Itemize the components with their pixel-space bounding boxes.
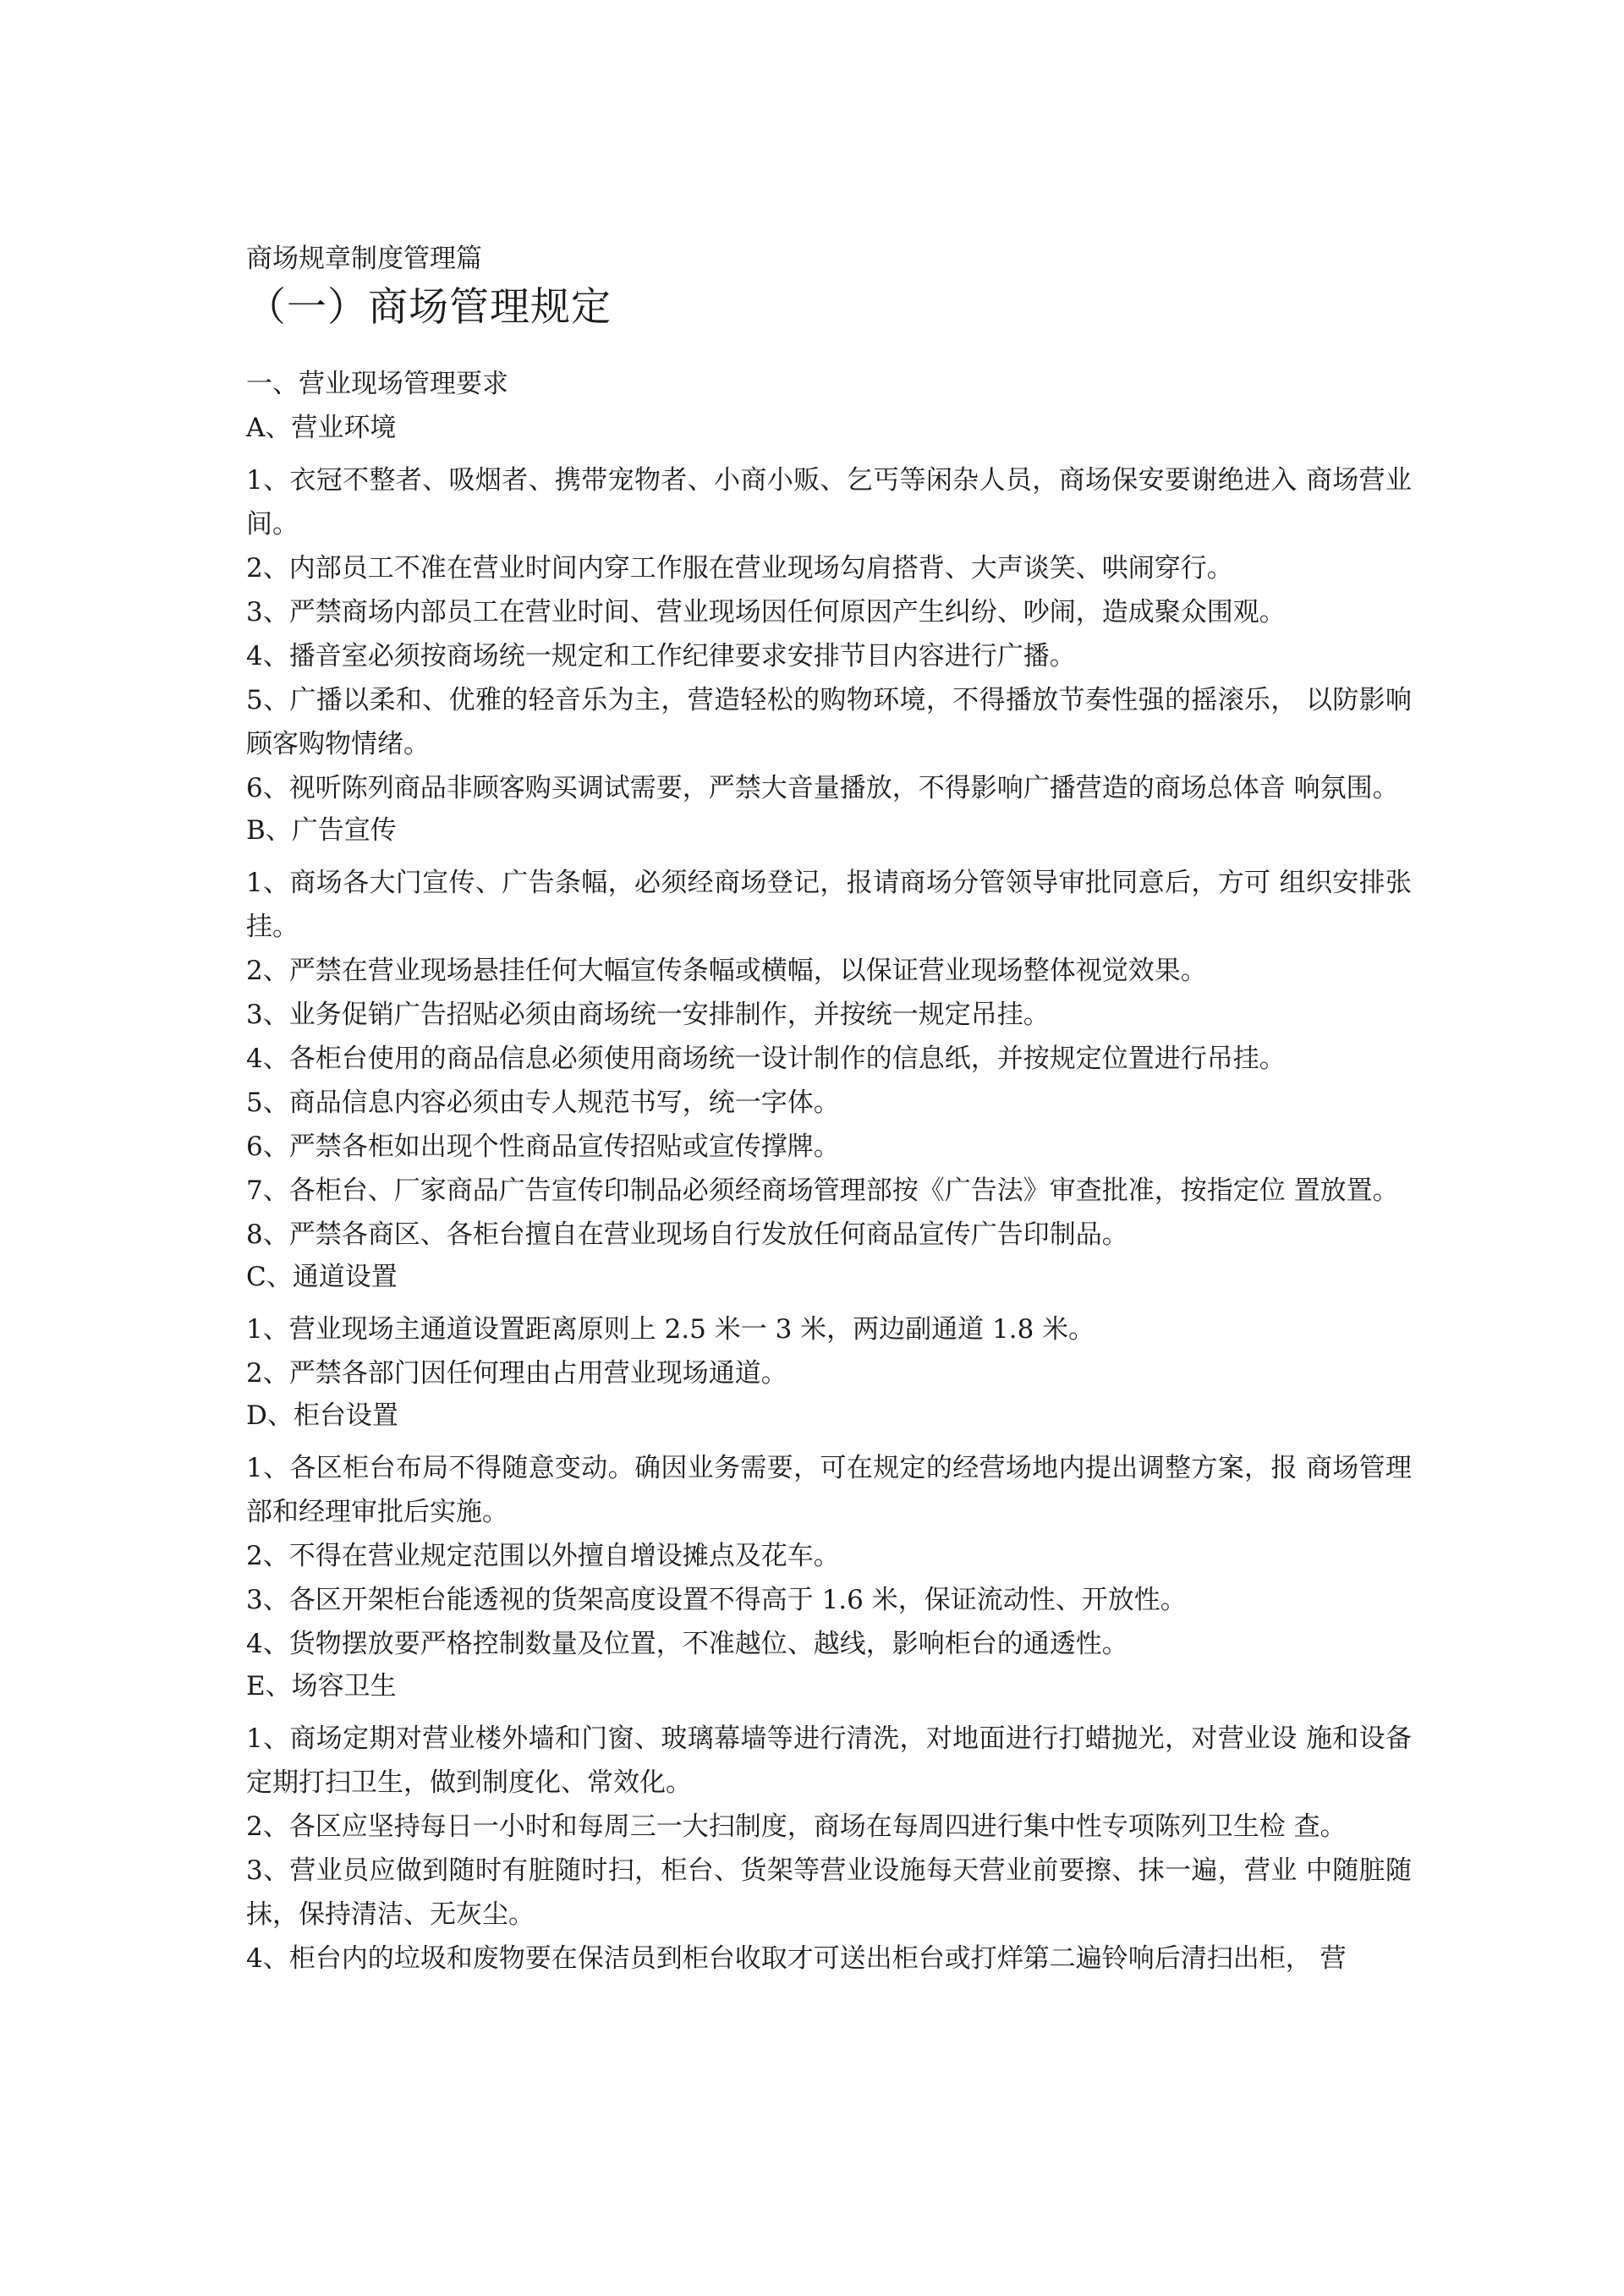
list-item: 6、严禁各柜如出现个性商品宣传招贴或宣传撑牌。	[246, 1132, 840, 1162]
list-item: 4、播音室必须按商场统一规定和工作纪律要求安排节目内容进行广播。	[246, 641, 1076, 671]
document-title: 商场规章制度管理篇	[246, 244, 482, 274]
document-page	[246, 242, 1412, 1984]
list-item: 5、商品信息内容必须由专人规范书写，统一字体。	[246, 1088, 840, 1118]
list-item: 2、不得在营业规定范围以外擅自增设摊点及花车。	[246, 1541, 840, 1571]
list-item: 3、营业员应做到随时有脏随时扫，柜台、货架等营业设施每天营业前要擦、抹一遍，营业 中随脏随抹，保持清洁、无灰尘。	[246, 1855, 1412, 1930]
subsection-advertising	[246, 814, 1412, 1257]
list-item: 1、营业现场主通道设置距离原则上 2.5 米一 3 米，两边副通道 1.8 米。	[246, 1314, 1095, 1345]
list-item: 2、严禁在营业现场悬挂任何大幅宣传条幅或横幅，以保证营业现场整体视觉效果。	[246, 956, 1207, 986]
list-item: 1、衣冠不整者、吸烟者、携带宠物者、小商小贩、乞丐等闲杂人员，商场保安要谢绝进入 商场营业间。	[246, 465, 1412, 540]
subsection-title: E、场容卫生	[246, 1671, 397, 1701]
list-item: 5、广播以柔和、优雅的轻音乐为主，营造轻松的购物环境，不得播放节奏性强的摇滚乐， 以防影响顾客购物情绪。	[246, 685, 1412, 759]
list-item: 2、内部员工不准在营业时间内穿工作服在营业现场勾肩搭背、大声谈笑、哄闹穿行。	[246, 553, 1233, 584]
list-item: 3、各区开架柜台能透视的货架高度设置不得高于 1.6 米，保证流动性、开放性。	[246, 1585, 1187, 1615]
list-item: 2、各区应坚持每日一小时和每周三一大扫制度，商场在每周四进行集中性专项陈列卫生检 查。	[246, 1811, 1347, 1842]
list-item: 4、柜台内的垃圾和废物要在保洁员到柜台收取才可送出柜台或打烊第二遍铃响后清扫出柜， 营	[246, 1943, 1347, 1974]
subsection-aisle-setup	[246, 1260, 1412, 1395]
subsection-title: B、广告宣传	[246, 815, 397, 846]
list-item: 1、商场定期对营业楼外墙和门窗、玻璃幕墙等进行清洗，对地面进行打蜡抛光，对营业设 施和设备定期打扫卫生，做到制度化、常效化。	[246, 1723, 1412, 1798]
subsection-counter-setup	[246, 1399, 1412, 1666]
section-heading: （一）商场管理规定	[246, 284, 612, 331]
list-item: 2、严禁各部门因任何理由占用营业现场通道。	[246, 1358, 787, 1389]
list-item: 1、各区柜台布局不得随意变动。确因业务需要，可在规定的经营场地内提出调整方案，报 商场管理部和经理审批后实施。	[246, 1453, 1412, 1527]
list-item: 6、视听陈列商品非顾客购买调试需要，严禁大音量播放，不得影响广播营造的商场总体音 响氛围。	[246, 773, 1399, 803]
subsection-business-environment	[246, 411, 1412, 810]
list-item: 7、各柜台、厂家商品广告宣传印制品必须经商场管理部按《广告法》审查批准，按指定位 置放置。	[246, 1175, 1399, 1206]
list-item: 4、货物摆放要严格控制数量及位置，不准越位、越线，影响柜台的通透性。	[246, 1629, 1128, 1659]
list-item: 3、业务促销广告招贴必须由商场统一安排制作，并按统一规定吊挂。	[246, 1000, 1050, 1030]
subsection-title: D、柜台设置	[246, 1400, 398, 1431]
list-item: 4、各柜台使用的商品信息必须使用商场统一设计制作的信息纸，并按规定位置进行吊挂。	[246, 1044, 1286, 1074]
subsection-title: C、通道设置	[246, 1262, 398, 1292]
list-item: 8、严禁各商区、各柜台擅自在营业现场自行发放任何商品宣传广告印制品。	[246, 1219, 1128, 1250]
subsection-title: A、营业环境	[246, 413, 397, 443]
list-item: 1、商场各大门宣传、广告条幅，必须经商场登记，报请商场分管领导审批同意后，方可 组织安排张挂。	[246, 868, 1412, 942]
section-1-title: 一、营业现场管理要求	[246, 369, 508, 399]
subsection-sanitation	[246, 1669, 1412, 1981]
list-item: 3、严禁商场内部员工在营业时间、营业现场因任何原因产生纠纷、吵闹，造成聚众围观。	[246, 597, 1286, 627]
